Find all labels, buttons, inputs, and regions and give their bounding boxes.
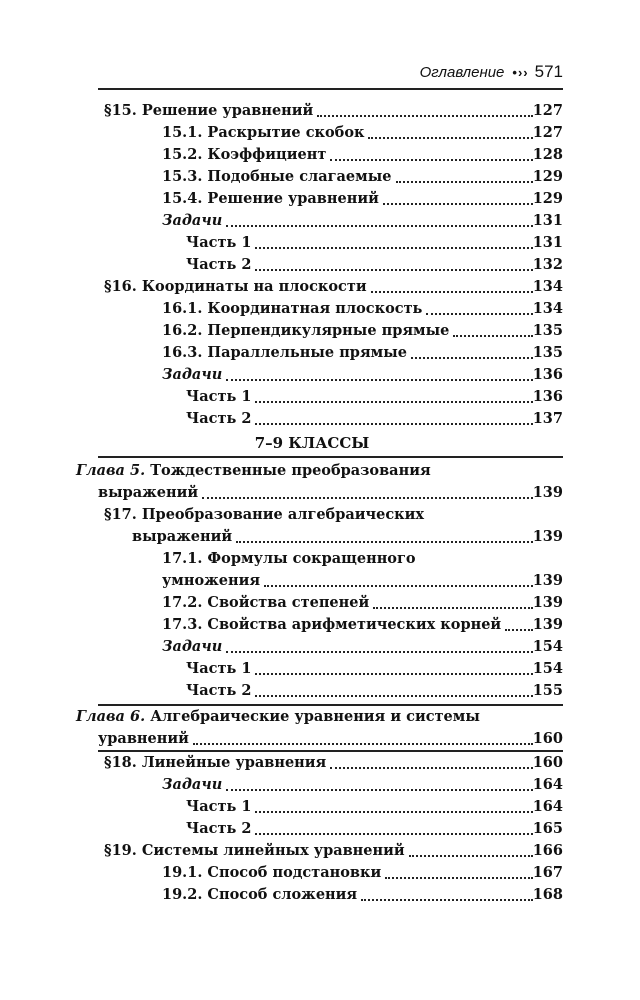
toc-entry-label: 17.2. Свойства степеней [162,594,370,611]
dot-leader [371,291,533,293]
toc-entry [0,526,640,548]
toc-entry [0,342,640,364]
dot-leader [330,159,533,161]
toc-entry-page: 134 [532,278,563,295]
toc-entry-page: 135 [532,322,563,339]
dot-leader [226,651,533,653]
toc-entry-page: 160 [532,730,563,747]
toc-entry-page: 139 [532,484,563,501]
dot-leader [255,695,533,697]
toc-entry-label: выражений [98,484,199,501]
toc-entry-page: 164 [532,798,563,815]
dot-leader [373,607,533,609]
toc-entry-label: Часть 1 [186,798,252,815]
toc-entry [0,774,640,796]
toc-entry-label: 16.3. Параллельные прямые [162,344,408,361]
toc-entry [0,298,640,320]
toc-entry [0,276,640,298]
chapter-title: Тождественные преобразования [150,462,431,479]
toc-entry-label: §16. Координаты на плоскости [104,278,367,295]
toc-entry [0,320,640,342]
toc-entry-label: §15. Решение уравнений [104,102,314,119]
toc-entry [0,364,640,386]
toc-entry-page: 166 [532,842,563,859]
toc-entry-label: Часть 1 [186,234,252,251]
dot-leader [193,743,533,745]
toc-entry-line1 [0,548,640,570]
toc-entry [0,122,640,144]
dot-leader [361,899,533,901]
toc-entry-page: 139 [532,572,563,589]
toc-entry-page: 132 [532,256,563,273]
toc-entry [0,570,640,592]
dot-leader [255,811,533,813]
toc-entry [0,232,640,254]
toc-entry-label: 15.4. Решение уравнений [162,190,379,207]
dot-leader [453,335,533,337]
toc-entry-label: Часть 2 [186,682,252,699]
toc-entry-page: 154 [532,660,563,677]
chapter-title-line [0,706,640,728]
toc-entry-label: 16.1. Координатная плоскость [162,300,423,317]
toc-entry [0,614,640,636]
toc-entry [0,884,640,906]
grade-heading: 7–9 КЛАССЫ [254,434,370,452]
toc-entry-page: 164 [532,776,563,793]
toc-entry [0,482,640,504]
header-page-number: 571 [534,62,563,81]
dot-leader [226,225,533,227]
dot-leader [202,497,533,499]
toc-entry-label: §19. Системы линейных уравнений [104,842,405,859]
header-ornament: •›› [512,65,529,80]
dot-leader [330,767,533,769]
toc-entry-page: 160 [532,754,563,771]
dot-leader [255,423,533,425]
toc-entry-page: 136 [532,388,563,405]
toc-entry [0,188,640,210]
dot-leader [226,789,533,791]
dot-leader [255,247,533,249]
chapter-prefix: Глава 5. [76,462,146,479]
dot-leader [409,855,533,857]
toc-entry [0,100,640,122]
toc-entry-label: 17.3. Свойства арифметических корней [162,616,502,633]
toc-entry-page: 134 [532,300,563,317]
toc-entry-page: 155 [532,682,563,699]
header-title: Оглавление [419,64,505,81]
section-rule [98,456,563,458]
dot-leader [255,401,533,403]
toc-entry-label: 19.1. Способ подстановки [162,864,382,881]
toc-entry-page: 131 [532,212,563,229]
dot-leader [255,269,533,271]
toc-entry-label: Часть 2 [186,820,252,837]
toc-entry-page: 129 [532,190,563,207]
toc-entry-label: 15.1. Раскрытие скобок [162,124,365,141]
toc-entry [0,386,640,408]
toc-entry [0,166,640,188]
toc-entry-label: 19.2. Способ сложения [162,886,358,903]
toc-entry-page: 139 [532,594,563,611]
toc-entry-page: 135 [532,344,563,361]
toc-entry-page: 139 [532,616,563,633]
dot-leader [368,137,533,139]
toc-entry-page: 136 [532,366,563,383]
toc-entry-label: Часть 1 [186,660,252,677]
toc-entry-page: 165 [532,820,563,837]
toc-entry-label: Часть 2 [186,410,252,427]
dot-leader [226,379,533,381]
toc-entry [0,840,640,862]
toc-entry-page: 129 [532,168,563,185]
toc-entry-label: 15.3. Подобные слагаемые [162,168,392,185]
toc-entry-label: Задачи [162,212,223,229]
dot-leader [396,181,533,183]
toc-entry-page: 131 [532,234,563,251]
running-header [98,62,563,90]
dot-leader [385,877,533,879]
toc-entry-page: 168 [532,886,563,903]
toc-entry [0,862,640,884]
toc-entry-label: 17.1. Формулы сокращенного [162,550,416,567]
toc-entry-label: 15.2. Коэффициент [162,146,327,163]
chapter-title-line [0,460,640,482]
toc-entry [0,752,640,774]
toc-entry-label: Задачи [162,366,223,383]
toc-entry [0,818,640,840]
toc-entry-label: Часть 2 [186,256,252,273]
toc-entry-label: уравнений [98,730,189,747]
toc-entry-label: §17. Преобразование алгебраических [104,506,425,523]
dot-leader [236,541,533,543]
toc-entry-page: 128 [532,146,563,163]
toc-entry-page: 154 [532,638,563,655]
dot-leader [317,115,533,117]
toc-entry-label: Часть 1 [186,388,252,405]
chapter-title: Алгебраические уравнения и системы [150,708,480,725]
dot-leader [255,673,533,675]
toc-entry-label: умножения [162,572,261,589]
chapter-prefix: Глава 6. [76,708,146,725]
toc-entry-line1 [0,504,640,526]
dot-leader [426,313,533,315]
toc-entry-page: 139 [532,528,563,545]
dot-leader [411,357,533,359]
toc-entry [0,144,640,166]
table-of-contents [0,100,640,906]
toc-entry [0,796,640,818]
toc-entry [0,210,640,232]
toc-entry-page: 167 [532,864,563,881]
toc-entry [0,592,640,614]
toc-entry [0,658,640,680]
toc-entry-label: 16.2. Перпендикулярные прямые [162,322,450,339]
toc-entry [0,680,640,702]
dot-leader [383,203,533,205]
dot-leader [264,585,533,587]
dot-leader [255,833,533,835]
toc-entry-page: 127 [532,102,563,119]
toc-entry-label: выражений [132,528,233,545]
toc-entry [0,254,640,276]
grade-heading-row [0,430,640,456]
toc-entry-label: §18. Линейные уравнения [104,754,327,771]
toc-entry-page: 127 [532,124,563,141]
toc-entry-label: Задачи [162,638,223,655]
toc-entry-page: 137 [532,410,563,427]
dot-leader [505,629,533,631]
toc-entry [0,408,640,430]
toc-entry [0,728,640,750]
toc-entry-label: Задачи [162,776,223,793]
toc-entry [0,636,640,658]
